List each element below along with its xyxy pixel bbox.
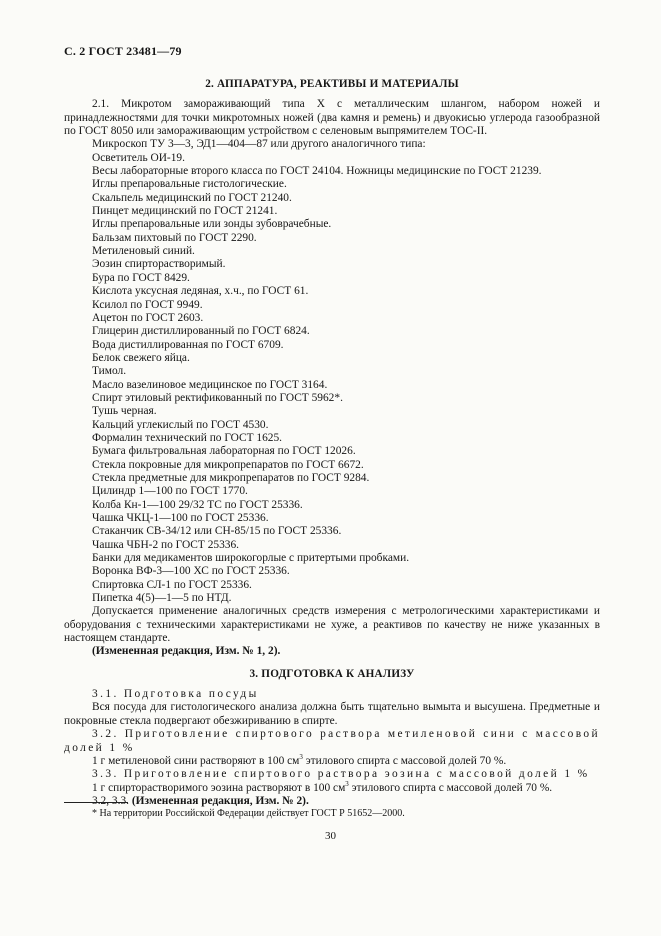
materials-list-item: Глицерин дистиллированный по ГОСТ 6824. [92, 325, 310, 338]
materials-list-item: Тушь черная. [92, 405, 157, 418]
section-2-revision-note: (Измененная редакция, Изм. № 1, 2). [92, 645, 281, 658]
materials-list-item: Эозин спирторастворимый. [92, 258, 226, 271]
section-3-3-text [64, 779, 600, 795]
materials-list-item: Ацетон по ГОСТ 2603. [92, 311, 204, 324]
section-3-heading: 3. ПОДГОТОВКА К АНАЛИЗУ [249, 667, 415, 680]
section-3-2-text [64, 755, 600, 768]
section-3-revision-bold: (Измененная редакция, Изм. № 2). [131, 794, 309, 807]
materials-list-item: Бальзам пихтовый по ГОСТ 2290. [92, 231, 257, 244]
page-content [64, 78, 600, 808]
materials-list-item: Стекла предметные для микропрепаратов по ГОСТ 9284. [92, 471, 370, 484]
materials-list-item: Бура по ГОСТ 8429. [92, 271, 190, 284]
section-3-3-title [64, 768, 600, 781]
materials-list-item: Белок свежего яйца. [92, 351, 190, 364]
materials-list-item: Микроскоп ТУ 3—3, ЭД1—404—87 или другого аналогичного типа: [92, 138, 426, 151]
section-3-3-title-text: 3.3. Приготовление спиртового раствора эозина с массовой долей 1 % [92, 768, 590, 781]
materials-list-item: Вода дистиллированная по ГОСТ 6709. [92, 338, 284, 351]
materials-list-item: Скальпель медицинский по ГОСТ 21240. [92, 191, 292, 204]
materials-list-item: Спирт этиловый ректификованный по ГОСТ 5962*. [92, 391, 343, 404]
materials-list-item: Чашка ЧКЦ-1—100 по ГОСТ 25336. [92, 512, 269, 524]
materials-list [64, 138, 600, 605]
section-3-3-text-a: 1 г спирторастворимого эозина растворяют в 100 см [92, 781, 346, 794]
materials-list-item: Масло вазелиновое медицинское по ГОСТ 3164. [92, 378, 328, 391]
materials-list-item: Спиртовка СЛ-1 по ГОСТ 25336. [92, 578, 252, 591]
materials-list-item: Иглы препаровальные или зонды зубоврачебные. [92, 218, 332, 231]
materials-list-item: Весы лабораторные второго класса по ГОСТ 24104. Ножницы медицинские по ГОСТ 21239. [92, 165, 542, 178]
section-3-1-title-text: 3.1. Подготовка посуды [92, 688, 259, 701]
materials-list-item: Формалин технический по ГОСТ 1625. [92, 431, 283, 444]
section-3-revision-note [64, 795, 600, 808]
footnote-divider [64, 802, 128, 803]
section-3-2-title [64, 728, 600, 755]
materials-list-item: Кальций углекислый по ГОСТ 4530. [92, 418, 269, 431]
materials-list-item: Банки для медикаментов широкогорлые с притертыми пробками. [92, 552, 410, 565]
materials-list-item: Метиленовый синий. [92, 245, 195, 258]
materials-list-item: Стекла покровные для микропрепаратов по ГОСТ 6672. [92, 458, 364, 471]
materials-list-item: Бумага фильтровальная лабораторная по ГОСТ 12026. [92, 445, 356, 458]
materials-list-item: Кислота уксусная ледяная, х.ч., по ГОСТ 61. [92, 285, 309, 298]
section-3-3-sup: 3 [345, 779, 349, 788]
materials-list-item: Пипетка 4(5)—1—5 по НТД. [92, 592, 232, 605]
section-2-1-paragraph: 2.1. Микротом замораживающий типа X с металлическим шлангом, набором ножей и принадлежностями для точки микротомных ножей (два камня и ремень) и двуокисью углерода газообразной по ГОСТ 8050 или замораживающим устройством с селеновым выпрямителем ТОС-II. [64, 98, 600, 138]
materials-list-item: Иглы препаровальные гистологические. [92, 178, 287, 191]
materials-list-item: Пинцет медицинский по ГОСТ 21241. [92, 205, 278, 218]
materials-list-item: Воронка ВФ-3—100 ХС по ГОСТ 25336. [92, 565, 290, 578]
section-3-2-text-b: этилового спирта с массовой долей 70 %. [302, 754, 507, 767]
materials-list-item: Стаканчик СВ-34/12 или СН-85/15 по ГОСТ 25336. [92, 525, 342, 538]
materials-list-item: Ксилол по ГОСТ 9949. [92, 298, 203, 311]
materials-list-item: Цилиндр 1—100 по ГОСТ 1770. [92, 485, 248, 498]
materials-list-item: Колба Кн-1—100 29/32 ТС по ГОСТ 25336. [92, 498, 303, 511]
running-head: С. 2 ГОСТ 23481—79 [64, 44, 182, 58]
section-2-heading: 2. АППАРАТУРА, РЕАКТИВЫ И МАТЕРИАЛЫ [205, 78, 459, 90]
page-number: 30 [325, 830, 336, 842]
footnote: * На территории Российской Федерации действует ГОСТ Р 51652—2000. [92, 808, 405, 819]
section-3-1-title [64, 688, 600, 701]
section-3-revision-prefix: 3.2, 3.3. [92, 794, 132, 807]
section-3-3-text-b: этилового спирта с массовой долей 70 %. [348, 781, 553, 794]
section-2-closing-paragraph: Допускается применение аналогичных средств измерения с метрологическими характеристиками и оборудования с техническими характеристиками не хуже, а реактивов по качеству не ниже указанных в настоящем стандарте. [64, 605, 600, 645]
materials-list-item: Тимол. [92, 365, 127, 378]
materials-list-item: Чашка ЧБН-2 по ГОСТ 25336. [92, 538, 240, 551]
section-3-1-text: Вся посуда для гистологического анализа должна быть тщательно вымыта и высушена. Предметные и покровные стекла подвергают обезжириванию в спирте. [64, 701, 600, 727]
section-3-2-sup: 3 [299, 753, 303, 762]
section-3-2-title-text: 3.2. Приготовление спиртового раствора метиленовой сини с массовой долей 1 % [64, 728, 600, 754]
section-3-2-text-a: 1 г метиленовой сини растворяют в 100 см [92, 754, 300, 767]
materials-list-item: Осветитель ОИ-19. [92, 151, 185, 164]
